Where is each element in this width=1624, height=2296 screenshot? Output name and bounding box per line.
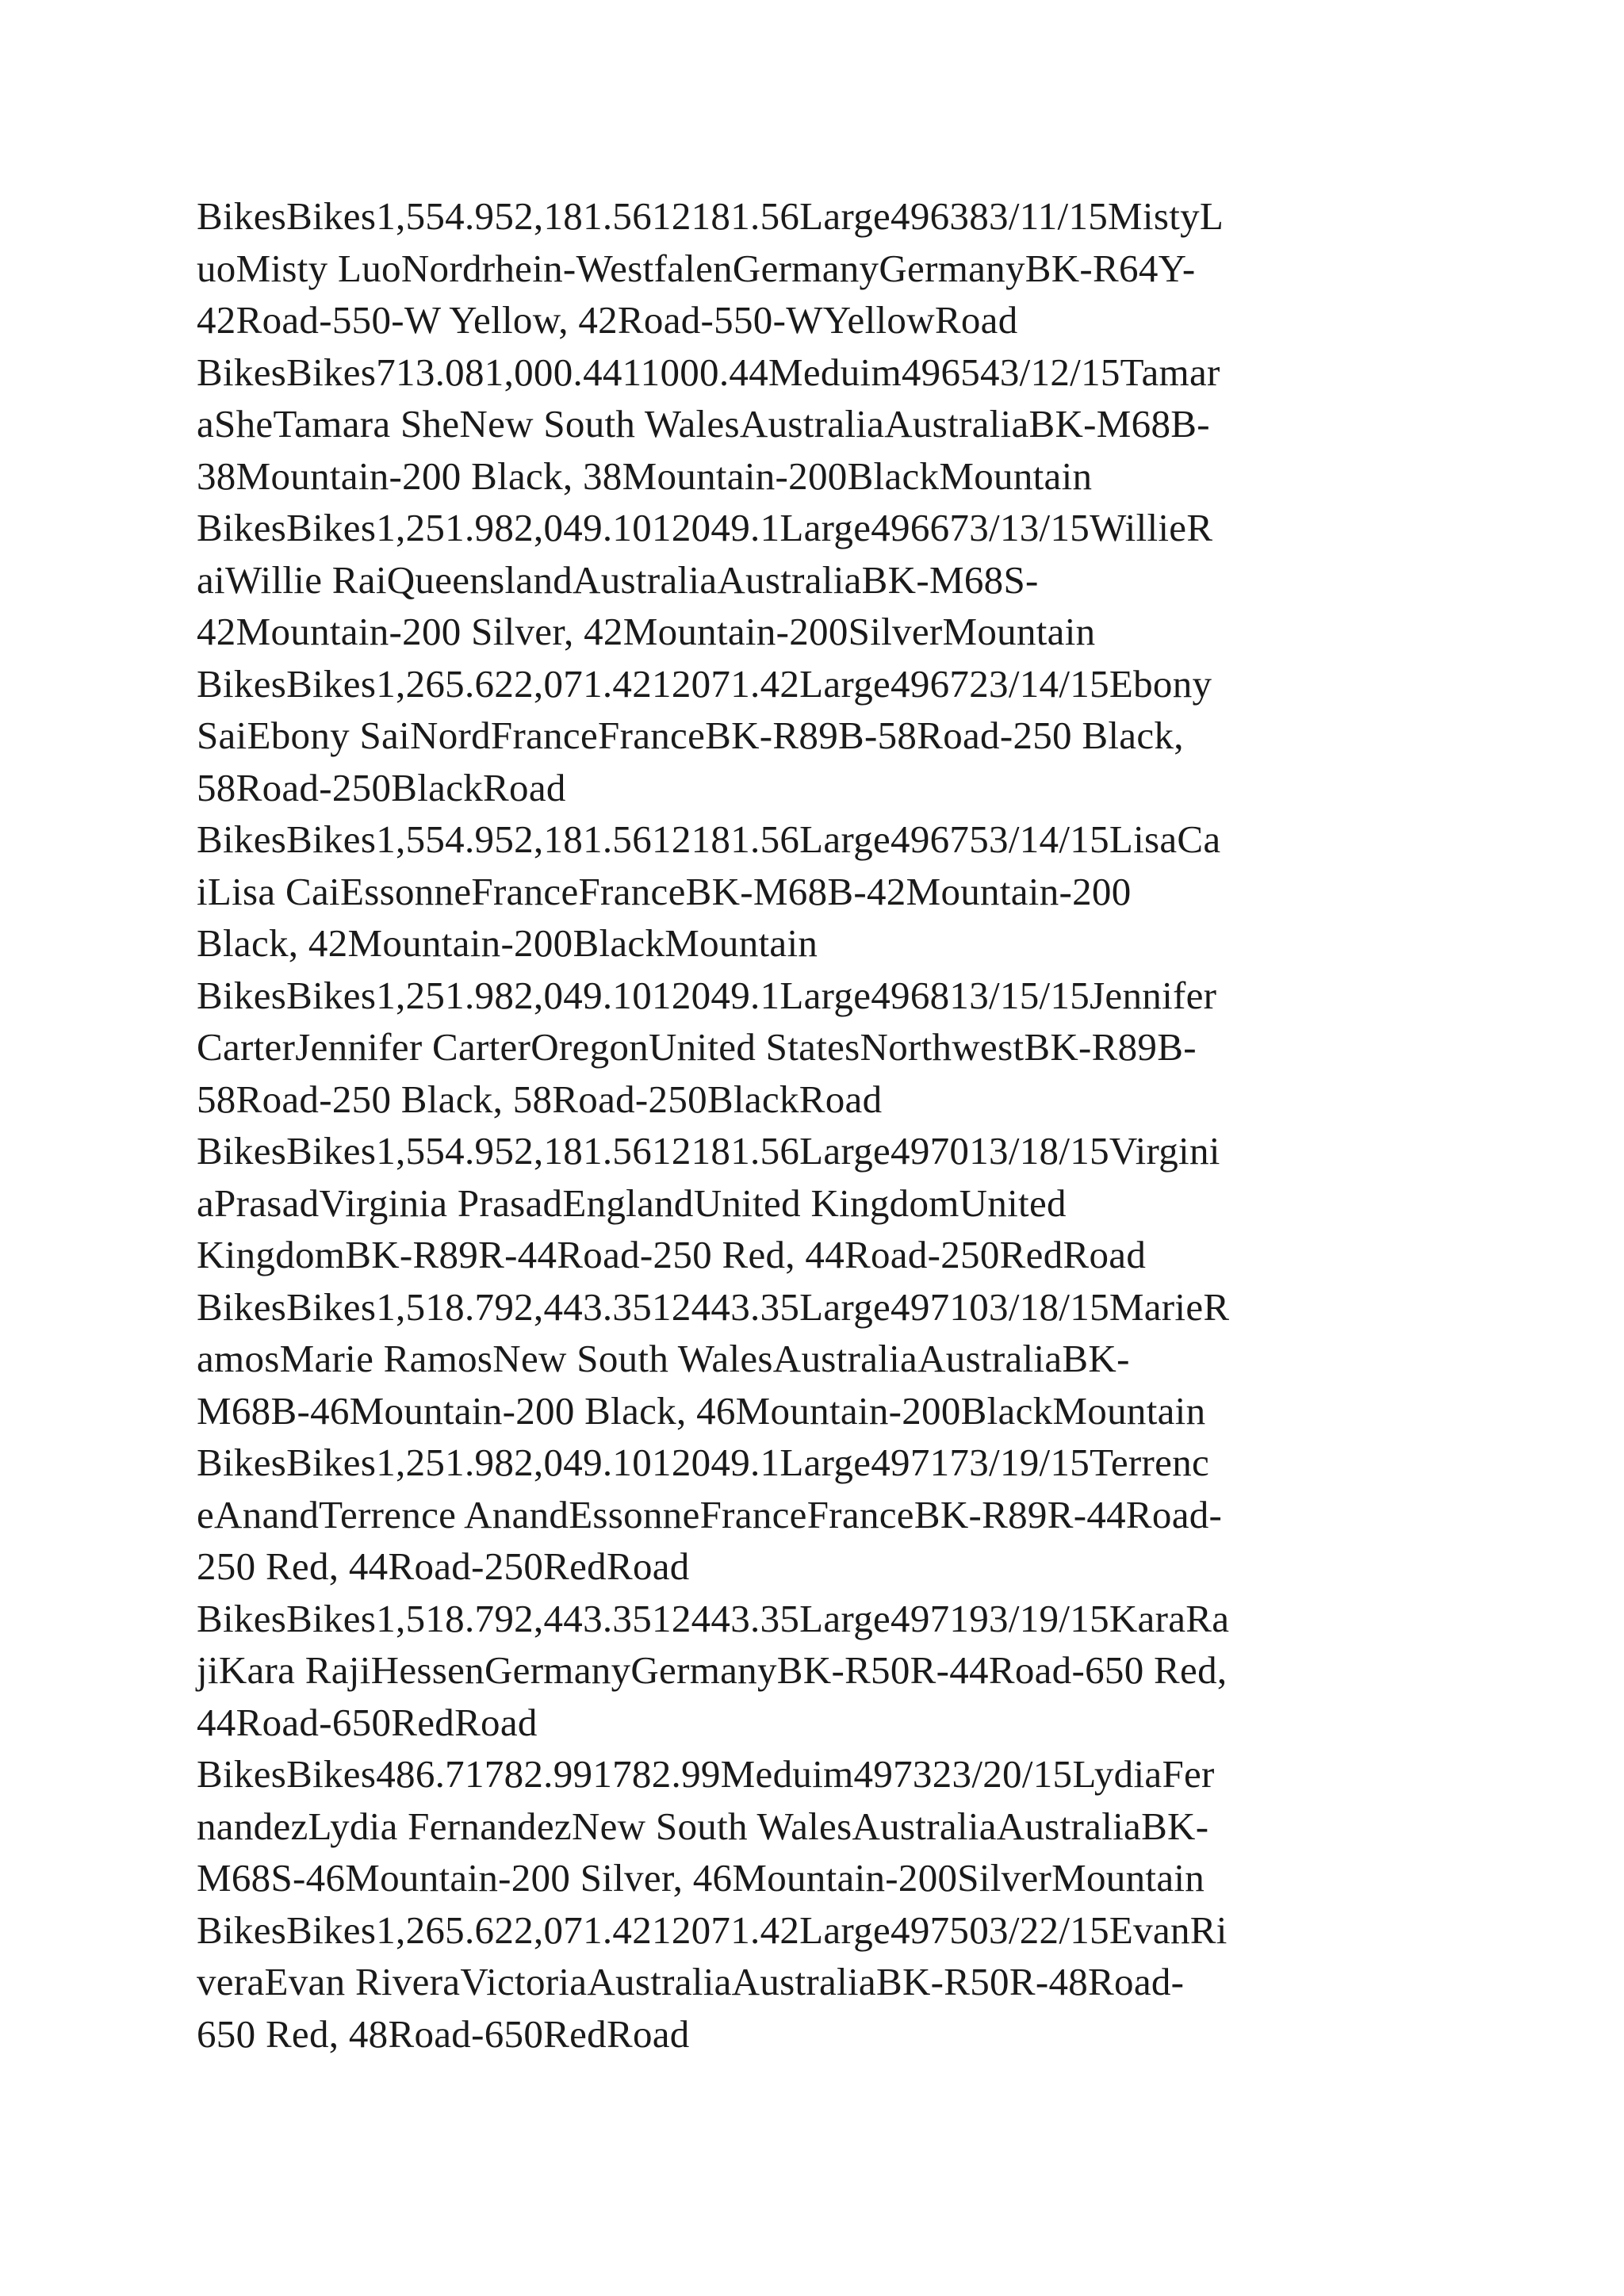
text-line: nandezLydia FernandezNew South WalesAustraliaAustraliaBK- (197, 1804, 1209, 1848)
text-line: BikesBikes1,265.622,071.4212071.42Large497503/22/15EvanRi (197, 1908, 1228, 1952)
document-body (197, 190, 1442, 2060)
text-line: BikesBikes1,554.952,181.5612181.56Large496383/11/15MistyL (197, 194, 1224, 238)
text-line: M68B-46Mountain-200 Black, 46Mountain-200BlackMountain (197, 1388, 1206, 1433)
text-line: uoMisty LuoNordrhein-WestfalenGermanyGermanyBK-R64Y- (197, 246, 1196, 290)
text-line: BikesBikes713.081,000.4411000.44Meduim496543/12/15Tamar (197, 350, 1220, 394)
text-line: 250 Red, 44Road-250RedRoad (197, 1544, 690, 1588)
text-line: BikesBikes1,518.792,443.3512443.35Large497193/19/15KaraRa (197, 1596, 1230, 1640)
text-line: aSheTamara SheNew South WalesAustraliaAustraliaBK-M68B- (197, 402, 1210, 446)
text-line: 650 Red, 48Road-650RedRoad (197, 2011, 690, 2056)
text-line: Black, 42Mountain-200BlackMountain (197, 921, 818, 965)
text-line: BikesBikes1,518.792,443.3512443.35Large497103/18/15MarieR (197, 1284, 1230, 1329)
text-line: BikesBikes1,251.982,049.1012049.1Large496673/13/15WillieR (197, 506, 1213, 549)
text-line: aPrasadVirginia PrasadEnglandUnited KingdomUnited (197, 1181, 1067, 1225)
text-line: 42Road-550-W Yellow, 42Road-550-WYellowRoad (197, 298, 1018, 342)
text-line: eAnandTerrence AnandEssonneFranceFranceBK-R89R-44Road- (197, 1492, 1223, 1536)
text-line: aiWillie RaiQueenslandAustraliaAustraliaBK-M68S- (197, 557, 1039, 602)
text-line: BikesBikes486.71782.991782.99Meduim497323/20/15LydiaFer (197, 1752, 1215, 1796)
text-line: BikesBikes1,251.982,049.1012049.1Large497173/19/15Terrenc (197, 1441, 1210, 1484)
text-line: M68S-46Mountain-200 Silver, 46Mountain-200SilverMountain (197, 1856, 1205, 1900)
text-line: iLisa CaiEssonneFranceFranceBK-M68B-42Mountain-200 (197, 869, 1132, 913)
text-line: amosMarie RamosNew South WalesAustraliaAustraliaBK- (197, 1337, 1130, 1380)
text-line: 44Road-650RedRoad (197, 1700, 538, 1744)
text-line: SaiEbony SaiNordFranceFranceBK-R89B-58Road-250 Black, (197, 714, 1184, 757)
text-line: BikesBikes1,265.622,071.4212071.42Large496723/14/15Ebony (197, 661, 1212, 706)
text-line: jiKara RajiHessenGermanyGermanyBK-R50R-44Road-650 Red, (197, 1648, 1228, 1692)
text-line: 58Road-250BlackRoad (197, 765, 566, 809)
text-line: BikesBikes1,554.952,181.5612181.56Large496753/14/15LisaCa (197, 817, 1221, 861)
text-line: BikesBikes1,554.952,181.5612181.56Large497013/18/15Virgini (197, 1129, 1220, 1173)
text-line: CarterJennifer CarterOregonUnited StatesNorthwestBK-R89B- (197, 1025, 1197, 1069)
text-line: 58Road-250 Black, 58Road-250BlackRoad (197, 1077, 883, 1121)
text-line: 42Mountain-200 Silver, 42Mountain-200SilverMountain (197, 610, 1096, 653)
text-line: veraEvan RiveraVictoriaAustraliaAustraliaBK-R50R-48Road- (197, 1960, 1185, 2003)
text-line: KingdomBK-R89R-44Road-250 Red, 44Road-250RedRoad (197, 1233, 1147, 1276)
text-line: BikesBikes1,251.982,049.1012049.1Large496813/15/15Jennifer (197, 973, 1217, 1017)
text-line: 38Mountain-200 Black, 38Mountain-200BlackMountain (197, 453, 1093, 498)
